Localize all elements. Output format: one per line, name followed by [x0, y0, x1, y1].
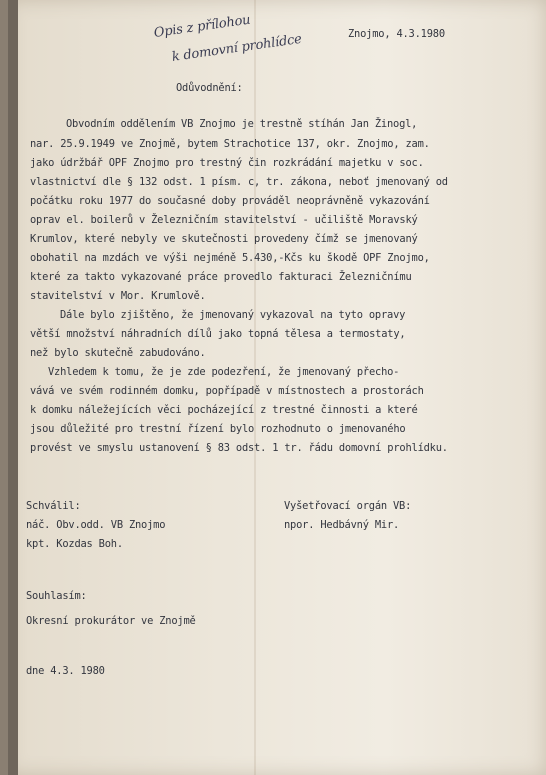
consent-label: Souhlasím: [26, 590, 87, 602]
consent-line1: Okresní prokurátor ve Znojmě [26, 615, 196, 627]
approved-line2: kpt. Kozdas Boh. [26, 538, 123, 550]
investigator-label: Vyšetřovací orgán VB: [284, 500, 412, 512]
footer-date: dne 4.3. 1980 [26, 665, 105, 677]
body-line: obohatil na mzdách ve výši nejméně 5.430,-Kčs ku škodě OPF Znojmo, [30, 252, 430, 264]
place-date: Znojmo, 4.3.1980 [348, 28, 445, 40]
body-line: k domku náležejících věci pocházející z trestné činnosti a které [30, 404, 418, 416]
body-line: Vzhledem k tomu, že je zde podezření, že jmenovaný přecho- [48, 366, 400, 378]
handwritten-note-line1: Opis z přílohou [152, 12, 252, 41]
body-line: počátku roku 1977 do současné doby prováděl neoprávněně vykazování [30, 195, 430, 207]
body-line: větší množství náhradních dílů jako topná tělesa a termostaty, [30, 328, 406, 340]
document-page [8, 0, 546, 775]
body-line: oprav el. boilerů v Železničním stavitelství - učiliště Moravský [30, 214, 418, 226]
body-line: než bylo skutečně zabudováno. [30, 347, 206, 359]
page-edge-shadow [8, 0, 18, 775]
body-line: provést ve smyslu ustanovení § 83 odst. 1 tr. řádu domovní prohlídku. [30, 442, 448, 454]
body-line: jako údržbář OPF Znojmo pro trestný čin rozkrádání majetku v soc. [30, 157, 424, 169]
body-line: stavitelství v Mor. Krumlově. [30, 290, 206, 302]
body-line: nar. 25.9.1949 ve Znojmě, bytem Strachotice 137, okr. Znojmo, zam. [30, 138, 430, 150]
approved-label: Schválil: [26, 500, 81, 512]
body-line: Krumlov, které nebyly ve skutečnosti provedeny čímž se jmenovaný [30, 233, 418, 245]
investigator-line1: npor. Hedbávný Mir. [284, 519, 400, 531]
body-line: jsou důležité pro trestní řízení bylo rozhodnuto o jmenovaného [30, 423, 406, 435]
approved-line1: náč. Obv.odd. VB Znojmo [26, 519, 166, 531]
body-line: které za takto vykazované práce provedlo fakturaci Železničnímu [30, 271, 412, 283]
body-line: Dále bylo zjištěno, že jmenovaný vykazoval na tyto opravy [60, 309, 406, 321]
body-line: vává ve svém rodinném domku, popřípadě v místnostech a prostorách [30, 385, 424, 397]
document-heading: Odůvodnění: [176, 82, 243, 94]
body-line: Obvodním oddělením VB Znojmo je trestně stíhán Jan Žinogl, [66, 118, 418, 130]
body-line: vlastnictví dle § 132 odst. 1 písm. c, tr. zákona, neboť jmenovaný od [30, 176, 448, 188]
handwritten-note-line2: k domovní prohlídce [170, 31, 303, 65]
